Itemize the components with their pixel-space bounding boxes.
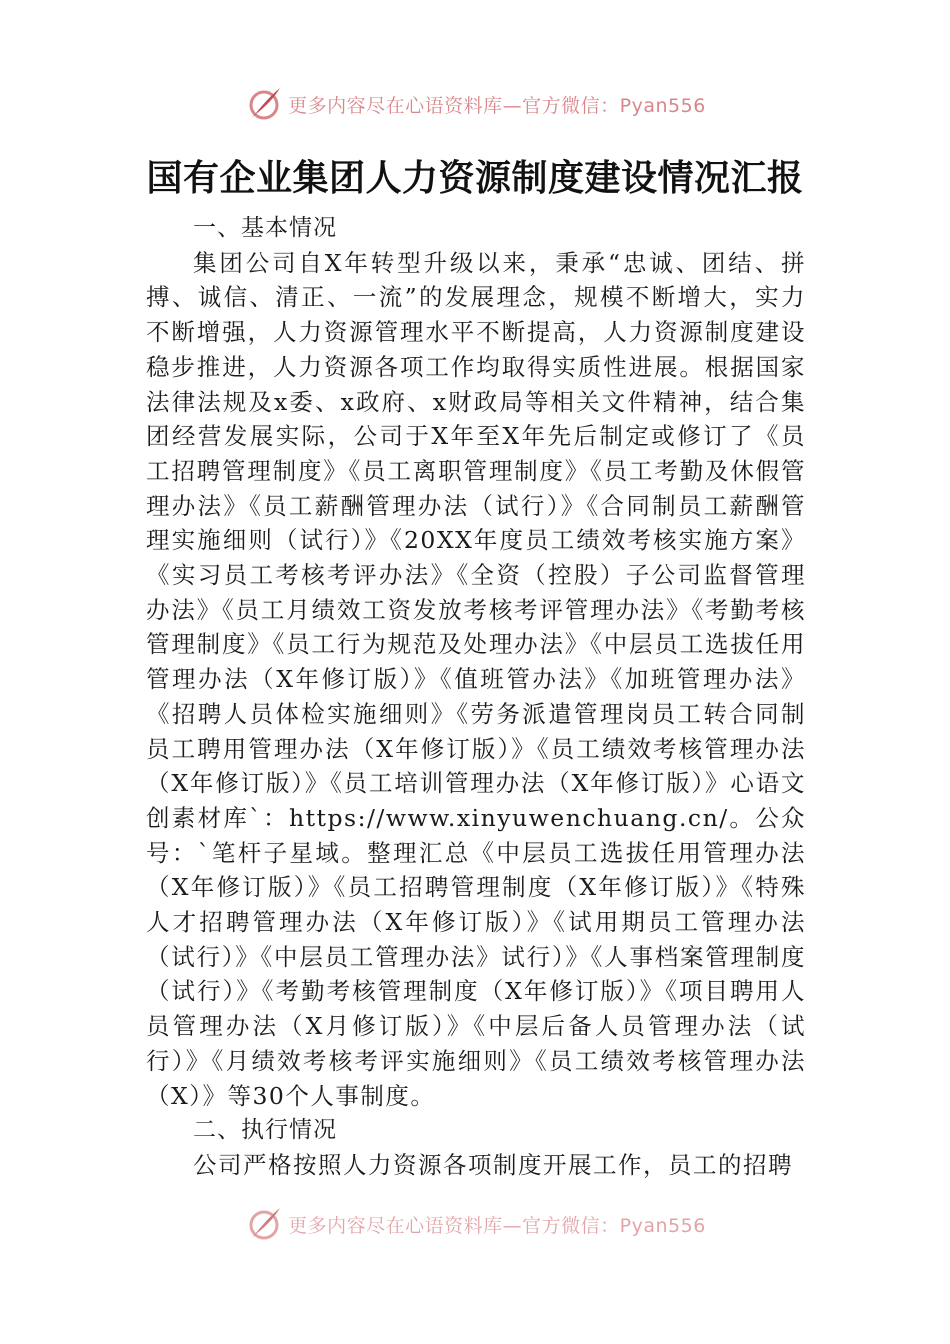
quill-logo-icon — [244, 84, 284, 124]
quill-logo-icon — [244, 1204, 284, 1244]
section-heading-execution: 二、执行情况 — [193, 1117, 337, 1144]
section-body-basic: 集团公司自X年转型升级以来，秉承“忠诚、团结、拼搏、诚信、清正、一流”的发展理念，规模不断增大，实力不断增强，人力资源管理水平不断提高，人力资源制度建设稳步推进，人力资源各项工作均取得实质性进展。根据国家法律法规及x委、x政府、x财政局等相关文件精神，结合集团经营发展实际，公司于X年至X年先后制定或修订了《员工招聘管理制度》《员工离职管理制度》《员工考勤及休假管理办法》《员工薪酬管理办法（试行）》《合同制员工薪酬管理实施细则（试行）》《20XX年度员工绩效考核实施方案》《实习员工考核考评办法》《全资（控股）子公司监督管理办法》《员工月绩效工资发放考核考评管理办法》《考勤考核管理制度》《员工行为规范及处理办法》《中层员工选拔任用管理办法（X年修订版）》《值班管办法》《加班管理办法》《招聘人员体检实施细则》《劳务派遣管理岗员工转合同制员工聘用管理办法（X年修订版）》《员工绩效考核管理办法（X年修订版）》《员工培训管理办法（X年修订版）》心语文创素材库`：https://www.xinyuwenchuang.cn/。公众号：`笔杆子星域。整理汇总《中层员工选拔任用管理办法（X年修订版）》《员工招聘管理制度（X年修订版）》《特殊人才招聘管理办法（X年修订版）》《试用期员工管理办法（试行）》《中层员工管理办法》试行）》《人事档案管理制度（试行）》《考勤考核管理制度（X年修订版）》《项目聘用人员管理办法（X月修订版）》《中层后备人员管理办法（试行）》《月绩效考核考评实施细则》《员工绩效考核管理办法（X）》等30个人事制度。 — [146, 248, 806, 1110]
section-body-execution: 公司严格按照人力资源各项制度开展工作，员工的招聘 — [193, 1150, 793, 1179]
watermark-text: 更多内容尽在心语资料库—官方微信：Pyan556 — [288, 94, 706, 117]
document-body — [146, 211, 806, 1183]
watermark-header — [0, 84, 950, 124]
watermark-footer — [0, 1204, 950, 1244]
section-heading-basic: 一、基本情况 — [193, 215, 337, 241]
document-title: 国有企业集团人力资源制度建设情况汇报 — [146, 157, 804, 199]
watermark-text: 更多内容尽在心语资料库—官方微信：Pyan556 — [288, 1214, 706, 1237]
